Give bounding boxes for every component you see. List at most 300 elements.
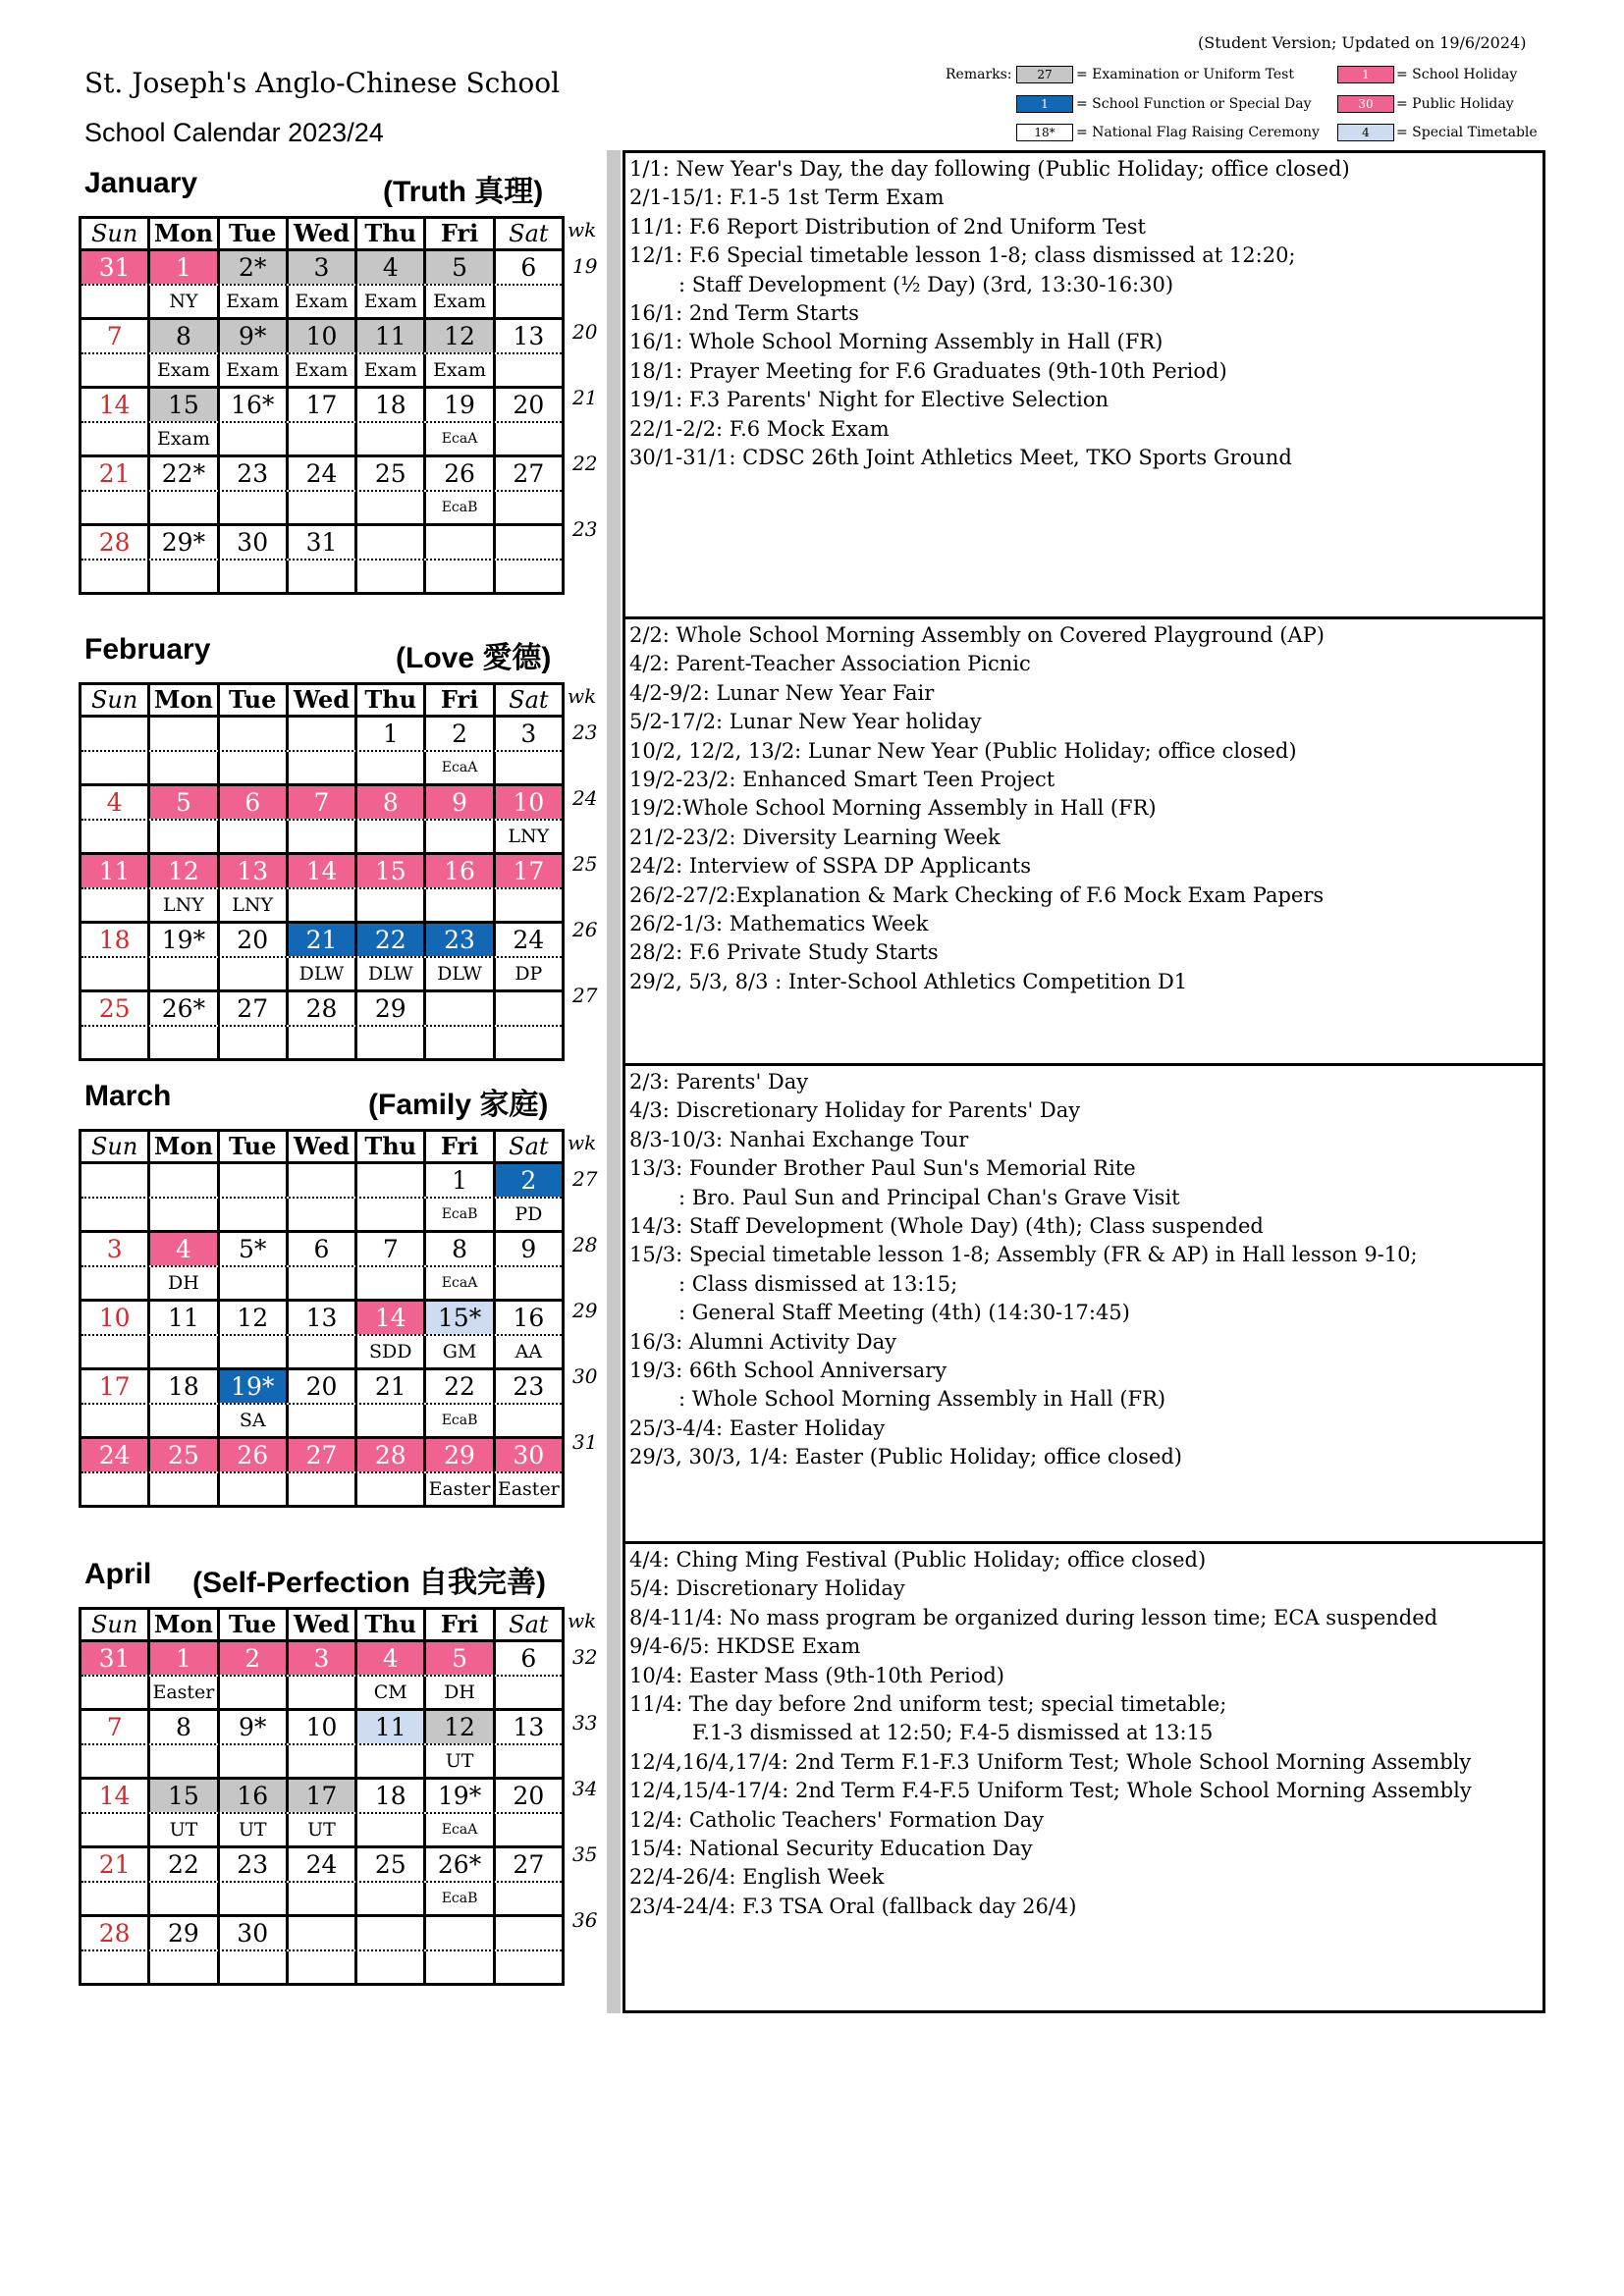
day-note (81, 423, 150, 454)
day-note: EcaB (426, 492, 495, 523)
day-cell: 11 (357, 1711, 426, 1743)
day-cell: 29 (357, 992, 426, 1025)
day-cell: 8 (357, 786, 426, 819)
day-cell: 19* (150, 924, 219, 956)
day-cell: 24 (513, 926, 545, 954)
event-item: 30/1-31/1: CDSC 26th Joint Athletics Meet, TKO Sports Ground (629, 446, 1292, 470)
day-cell: 13 (289, 1302, 357, 1334)
day-note (357, 889, 426, 921)
day-note (150, 1336, 219, 1367)
event-item: 4/2: Parent-Teacher Association Picnic (629, 652, 1031, 676)
week-notes-row (81, 1405, 562, 1439)
weekday-mon: Mon (150, 1610, 219, 1639)
day-cell: 9 (520, 1235, 537, 1263)
day-cell: 7 (289, 786, 357, 819)
event-item: 22/4-26/4: English Week (629, 1865, 885, 1890)
day-note (289, 1473, 357, 1505)
day-cell: 5 (150, 786, 219, 819)
event-item: 14/3: Staff Development (Whole Day) (4th); Class suspended (629, 1214, 1264, 1239)
day-note (289, 1267, 357, 1299)
day-cell: 19* (426, 1780, 495, 1812)
day-cell: 27 (513, 1850, 545, 1879)
week-row (81, 251, 562, 286)
day-cell: 13 (513, 322, 545, 350)
event-item: 29/2, 5/3, 8/3 : Inter-School Athletics Competition D1 (629, 969, 1188, 993)
day-cell: 1 (150, 1642, 219, 1675)
day-note: EcaA (426, 1267, 495, 1299)
day-note (150, 1027, 219, 1058)
week-number: 21 (572, 386, 598, 409)
week-row (81, 718, 562, 752)
events-panel-april (623, 1541, 1545, 2013)
day-note (496, 561, 562, 592)
weekday-sat: Sat (509, 220, 549, 247)
week-row (81, 1917, 562, 1951)
day-cell: 4 (357, 1642, 426, 1675)
day-note (150, 492, 219, 523)
column-divider (607, 150, 621, 2013)
day-note: DLW (357, 958, 426, 989)
day-note: EcaA (426, 1814, 495, 1845)
day-cell: 30 (220, 526, 289, 559)
day-note (81, 1883, 150, 1914)
week-row (81, 786, 562, 821)
day-note (150, 821, 219, 852)
day-cell: 4 (81, 786, 150, 819)
week-notes-row (81, 1473, 562, 1505)
month-theme-april: (Self-Perfection 自我完善) (192, 1567, 547, 1599)
day-cell: 27 (289, 1439, 357, 1471)
day-cell: 3 (520, 720, 537, 748)
event-item: 10/2, 12/2, 13/2: Lunar New Year (Public Holiday; office closed) (629, 738, 1297, 763)
week-number: 23 (572, 721, 598, 744)
week-notes-row (81, 1027, 562, 1058)
weekday-wed: Wed (289, 1610, 357, 1639)
day-note (496, 1883, 562, 1914)
event-item: 4/3: Discretionary Holiday for Parents' Day (629, 1098, 1081, 1123)
weekday-sat: Sat (509, 1133, 549, 1160)
week-row (81, 1439, 562, 1473)
day-note: UT (289, 1814, 357, 1845)
week-row (81, 992, 562, 1027)
day-cell: 22 (357, 924, 426, 956)
weekday-sat: Sat (509, 686, 549, 714)
day-cell: 5 (426, 251, 495, 284)
legend-remarks-label: Remarks: (946, 67, 1012, 82)
event-item: 19/1: F.3 Parents' Night for Elective Selection (629, 388, 1109, 412)
day-cell: 20 (513, 1782, 545, 1810)
week-notes-row (81, 958, 562, 992)
day-note: UT (426, 1745, 495, 1777)
weekday-tue: Tue (220, 1610, 289, 1639)
calendar-grid-february (79, 682, 565, 1061)
weekday-mon: Mon (150, 685, 219, 715)
day-cell: 28 (81, 1917, 150, 1949)
day-cell: 18 (357, 1780, 426, 1812)
week-number: 29 (572, 1299, 598, 1322)
day-cell: 16* (220, 389, 289, 421)
event-item: 5/4: Discretionary Holiday (629, 1576, 905, 1601)
week-row (81, 1233, 562, 1267)
day-note (81, 1473, 150, 1505)
event-item: 26/2-1/3: Mathematics Week (629, 912, 929, 936)
day-note: DP (514, 963, 543, 985)
legend-label-special-timetable: = Special Timetable (1396, 125, 1538, 140)
weekday-tue: Tue (220, 219, 289, 248)
day-cell: 19* (220, 1370, 289, 1403)
day-note (357, 1027, 426, 1058)
event-item: 18/1: Prayer Meeting for F.6 Graduates (9th-10th Period) (629, 358, 1227, 383)
day-cell: 26 (426, 457, 495, 490)
day-note (289, 1336, 357, 1367)
week-number-label: wk (568, 218, 597, 241)
day-note: EcaA (426, 752, 495, 783)
day-cell: 10 (289, 320, 357, 352)
day-cell: 29 (426, 1439, 495, 1471)
week-row (81, 924, 562, 958)
day-note (357, 1199, 426, 1230)
day-note (426, 1951, 495, 1983)
event-item: 22/1-2/2: F.6 Mock Exam (629, 416, 890, 441)
event-item: 25/3-4/4: Easter Holiday (629, 1415, 886, 1440)
day-note (357, 1405, 426, 1436)
day-note: Easter (150, 1677, 219, 1708)
school-name: St. Joseph's Anglo-Chinese School (84, 67, 561, 99)
day-note (496, 423, 562, 454)
weekday-thu: Thu (357, 1610, 426, 1639)
month-title-january: January (84, 167, 198, 199)
day-note (81, 354, 150, 386)
version-note: (Student Version; Updated on 19/6/2024) (1198, 33, 1527, 52)
day-note (357, 1267, 426, 1299)
day-cell: 11 (81, 855, 150, 887)
day-note (357, 1951, 426, 1983)
day-note: EcaB (426, 1405, 495, 1436)
day-note (496, 1814, 562, 1845)
day-note (289, 423, 357, 454)
week-number: 36 (572, 1908, 598, 1932)
legend-label-function: = School Function or Special Day (1076, 96, 1312, 112)
day-note (496, 889, 562, 921)
day-note (81, 1745, 150, 1777)
day-note (220, 1745, 289, 1777)
day-note (220, 492, 289, 523)
week-notes-row (81, 1883, 562, 1917)
day-note (357, 423, 426, 454)
week-number: 27 (572, 1167, 598, 1191)
calendar-grid-april (79, 1607, 565, 1986)
day-cell: 17 (496, 855, 562, 887)
event-item: 21/2-23/2: Diversity Learning Week (629, 825, 1001, 849)
day-note (289, 1405, 357, 1436)
weekday-sun: Sun (81, 219, 150, 248)
day-note (150, 1951, 219, 1983)
day-cell: 2* (220, 251, 289, 284)
event-item: F.1-3 dismissed at 12:50; F.4-5 dismissed at 13:15 (692, 1721, 1214, 1745)
day-cell: 9 (426, 786, 495, 819)
day-note (357, 1473, 426, 1505)
day-note: EcaB (426, 1199, 495, 1230)
week-row (81, 1848, 562, 1883)
day-cell: 17 (289, 389, 357, 421)
day-cell: 24 (81, 1439, 150, 1471)
day-note (496, 286, 562, 317)
day-note: SA (220, 1405, 289, 1436)
day-cell: 21 (81, 1848, 150, 1881)
day-cell: 1 (357, 718, 426, 750)
event-item: 16/1: 2nd Term Starts (629, 301, 859, 326)
week-notes-row (81, 1745, 562, 1780)
day-note (81, 1677, 150, 1708)
day-cell: 7 (81, 320, 150, 352)
day-note (81, 752, 150, 783)
day-note (496, 1951, 562, 1983)
event-item: : Staff Development (½ Day) (3rd, 13:30-16:30) (678, 272, 1174, 296)
day-cell: 11 (150, 1302, 219, 1334)
event-item: 8/4-11/4: No mass program be organized during lesson time; ECA suspended (629, 1605, 1438, 1629)
day-note (220, 1951, 289, 1983)
day-note: Exam (220, 354, 289, 386)
day-note (357, 1814, 426, 1845)
weekday-thu: Thu (357, 219, 426, 248)
legend-swatch-exam: 27 (1016, 66, 1073, 83)
day-cell: 1 (426, 1164, 495, 1197)
day-cell: 27 (220, 992, 289, 1025)
week-notes-row (81, 752, 562, 786)
day-note: Exam (220, 286, 289, 317)
day-cell: 18 (81, 924, 150, 956)
month-theme-march: (Family 家庭) (368, 1089, 549, 1121)
event-item: 2/3: Parents' Day (629, 1070, 809, 1094)
week-number: 24 (572, 786, 598, 810)
day-note (426, 561, 495, 592)
day-cell: 14 (81, 1780, 150, 1812)
day-cell (289, 1164, 357, 1197)
day-note: EcaB (426, 1883, 495, 1914)
day-note (150, 752, 219, 783)
event-item: 2/2: Whole School Morning Assembly on Covered Playground (AP) (629, 623, 1325, 647)
day-note: DH (426, 1677, 495, 1708)
day-cell: 15 (150, 389, 219, 421)
day-note: Exam (357, 354, 426, 386)
day-cell: 16 (220, 1780, 289, 1812)
day-cell: 13 (220, 855, 289, 887)
day-cell: 28 (357, 1439, 426, 1471)
day-cell: 4 (357, 251, 426, 284)
weekday-header (81, 1132, 562, 1164)
day-cell: 17 (289, 1780, 357, 1812)
weekday-tue: Tue (220, 1132, 289, 1161)
weekday-mon: Mon (150, 1132, 219, 1161)
week-row (81, 855, 562, 889)
day-note (150, 1473, 219, 1505)
day-cell: 11 (357, 320, 426, 352)
day-note (496, 1745, 562, 1777)
day-note (496, 752, 562, 783)
week-number: 35 (572, 1842, 598, 1866)
day-note (496, 1267, 562, 1299)
weekday-header (81, 685, 562, 718)
day-cell: 21 (357, 1370, 426, 1403)
day-note (496, 1405, 562, 1436)
day-note (81, 561, 150, 592)
day-cell (289, 1917, 357, 1949)
day-note: NY (150, 286, 219, 317)
day-cell: 12 (150, 855, 219, 887)
day-note: Exam (426, 354, 495, 386)
event-item: 1/1: New Year's Day, the day following (Public Holiday; office closed) (629, 157, 1350, 181)
day-cell: 23 (513, 1372, 545, 1401)
day-note (220, 1267, 289, 1299)
day-cell: 25 (357, 457, 426, 490)
day-cell: 18 (357, 389, 426, 421)
day-cell: 26* (426, 1848, 495, 1881)
week-number: 33 (572, 1711, 598, 1735)
day-note: UT (150, 1814, 219, 1845)
day-cell: 18 (150, 1370, 219, 1403)
day-cell: 30 (220, 1917, 289, 1949)
weekday-fri: Fri (426, 1132, 495, 1161)
event-item: 11/1: F.6 Report Distribution of 2nd Uniform Test (629, 214, 1146, 239)
day-cell: 20 (513, 391, 545, 419)
day-cell: 12 (426, 320, 495, 352)
day-note (81, 1814, 150, 1845)
day-cell: 16 (426, 855, 495, 887)
day-note (289, 1951, 357, 1983)
day-cell: 29 (150, 1917, 219, 1949)
day-note (81, 821, 150, 852)
day-cell (426, 526, 495, 559)
day-note (357, 561, 426, 592)
day-note (81, 1267, 150, 1299)
day-cell (357, 526, 426, 559)
event-item: : General Staff Meeting (4th) (14:30-17:45) (678, 1301, 1130, 1325)
day-note (426, 889, 495, 921)
day-cell: 2 (496, 1164, 562, 1197)
week-number: 27 (572, 984, 598, 1007)
day-note (220, 1473, 289, 1505)
week-number: 32 (572, 1645, 598, 1669)
day-note: AA (514, 1341, 543, 1362)
legend-label-school-holiday: = School Holiday (1396, 67, 1518, 82)
day-note (81, 889, 150, 921)
day-note (426, 821, 495, 852)
week-notes-row (81, 1267, 562, 1302)
day-note (220, 561, 289, 592)
day-note (81, 1951, 150, 1983)
event-item: : Bro. Paul Sun and Principal Chan's Grave Visit (678, 1185, 1180, 1209)
week-number: 26 (572, 918, 598, 941)
day-cell (496, 1917, 562, 1949)
week-number-label: wk (568, 1131, 597, 1154)
day-note (81, 958, 150, 989)
day-note (150, 1199, 219, 1230)
day-cell (496, 526, 562, 559)
day-cell: 15* (426, 1302, 495, 1334)
day-cell: 1 (150, 251, 219, 284)
day-cell: 4 (150, 1233, 219, 1265)
event-item: 19/3: 66th School Anniversary (629, 1359, 947, 1383)
day-cell: 23 (220, 1848, 289, 1881)
week-notes-row (81, 561, 562, 592)
day-cell (81, 718, 150, 750)
event-item: 12/4,15/4-17/4: 2nd Term F.4-F.5 Uniform Test; Whole School Morning Assembly (629, 1779, 1472, 1803)
day-cell: 30 (496, 1439, 562, 1471)
day-note: Exam (289, 286, 357, 317)
day-note (150, 958, 219, 989)
weekday-tue: Tue (220, 685, 289, 715)
day-cell: 16 (513, 1304, 545, 1332)
week-notes-row (81, 423, 562, 457)
week-number: 30 (572, 1364, 598, 1388)
day-cell: 15 (150, 1780, 219, 1812)
day-cell: 7 (357, 1233, 426, 1265)
day-note: DLW (426, 958, 495, 989)
day-cell: 15 (357, 855, 426, 887)
day-note (81, 492, 150, 523)
week-row (81, 320, 562, 354)
event-item: 29/3, 30/3, 1/4: Easter (Public Holiday; office closed) (629, 1445, 1183, 1469)
month-theme-february: (Love 愛德) (396, 642, 552, 674)
day-cell: 8 (426, 1233, 495, 1265)
day-note (150, 1745, 219, 1777)
day-note: Easter (426, 1473, 495, 1505)
weekday-sun: Sun (81, 685, 150, 715)
month-title-april: April (84, 1558, 152, 1590)
day-note (220, 1883, 289, 1914)
day-note: Exam (426, 286, 495, 317)
weekday-fri: Fri (426, 219, 495, 248)
day-cell: 22 (426, 1370, 495, 1403)
day-note (289, 1883, 357, 1914)
event-item: 13/3: Founder Brother Paul Sun's Memorial Rite (629, 1156, 1136, 1181)
week-row (81, 1302, 562, 1336)
day-note (289, 752, 357, 783)
week-row (81, 1780, 562, 1814)
calendar-title: School Calendar 2023/24 (84, 118, 384, 147)
day-note (220, 1677, 289, 1708)
week-row (81, 1370, 562, 1405)
day-note (220, 1336, 289, 1367)
day-cell: 9* (220, 320, 289, 352)
day-note: LNY (508, 826, 550, 847)
week-row (81, 526, 562, 561)
day-note (220, 821, 289, 852)
weekday-fri: Fri (426, 685, 495, 715)
events-panel-march (623, 1063, 1545, 1544)
day-note: EcaA (426, 423, 495, 454)
event-item: 12/1: F.6 Special timetable lesson 1-8; class dismissed at 12:20; (629, 243, 1296, 268)
day-cell: 12 (220, 1302, 289, 1334)
day-note: Exam (357, 286, 426, 317)
weekday-wed: Wed (289, 219, 357, 248)
day-cell: 6 (220, 786, 289, 819)
week-row (81, 1642, 562, 1677)
weekday-wed: Wed (289, 1132, 357, 1161)
weekday-fri: Fri (426, 1610, 495, 1639)
day-cell: 24 (289, 457, 357, 490)
event-item: 11/4: The day before 2nd uniform test; special timetable; (629, 1692, 1227, 1717)
event-item: 4/4: Ching Ming Festival (Public Holiday; office closed) (629, 1548, 1207, 1572)
day-cell: 24 (289, 1848, 357, 1881)
legend-swatch-public-holiday: 30 (1337, 95, 1394, 113)
day-note (289, 1199, 357, 1230)
day-note (357, 752, 426, 783)
event-item: 24/2: Interview of SSPA DP Applicants (629, 854, 1031, 879)
day-cell: 5 (426, 1642, 495, 1675)
week-number-label: wk (568, 1609, 597, 1632)
month-theme-january: (Truth 真理) (383, 176, 544, 208)
